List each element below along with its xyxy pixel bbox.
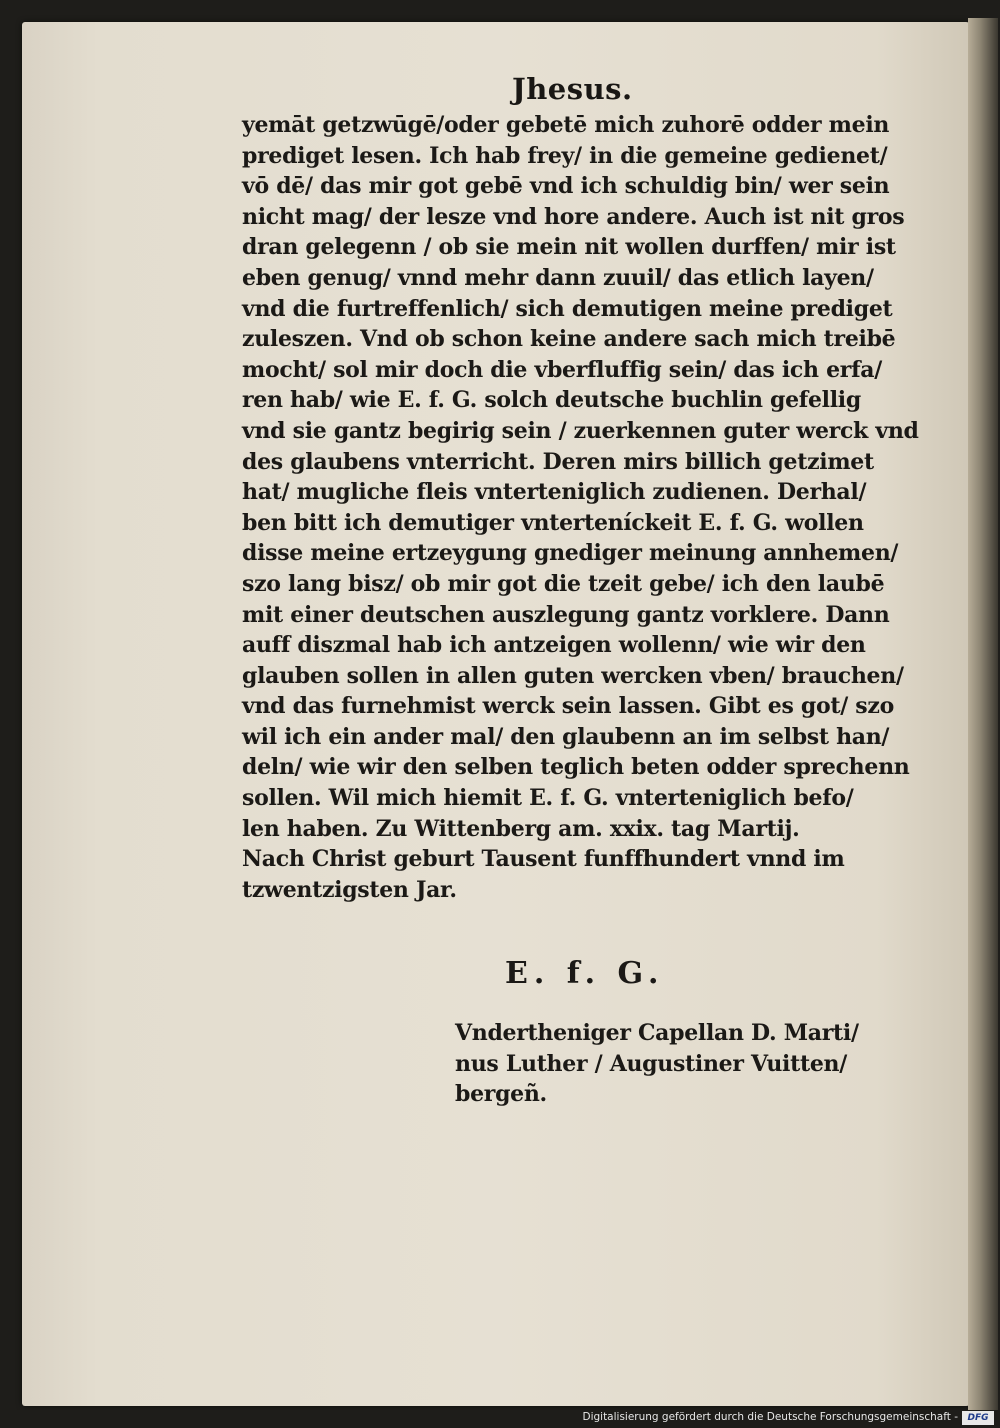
- text-line: szo lang bisz/ ob mir got die tzeit gebe/ ich den laubē: [242, 570, 885, 597]
- text-line: vnd das furnehmist werck sein lassen. Gibt es got/ szo: [242, 693, 894, 720]
- text-line: sollen. Wil mich hiemit E. f. G. vnterteniglich befo/: [242, 785, 854, 812]
- text-line: vō dē/ das mir got gebē vnd ich schuldig bin/ wer sein: [242, 173, 890, 200]
- closing-line: Vndertheniger Capellan D. Marti/: [455, 1020, 859, 1046]
- page-edge: [968, 18, 998, 1410]
- text-line: ren hab/ wie E. f. G. solch deutsche buchlin gefellig: [242, 387, 861, 414]
- closing-signature: [455, 1018, 935, 1110]
- page-header: Jhesus.: [512, 72, 633, 106]
- closing-line: nus Luther / Augustiner Vuitten/: [455, 1050, 847, 1077]
- closing-line: bergeñ.: [455, 1081, 547, 1108]
- body-text: [242, 110, 932, 905]
- text-line: hat/ mugliche fleis vnterteniglich zudienen. Derhal/: [242, 479, 867, 506]
- text-line: deln/ wie wir den selben teglich beten odder sprechenn: [242, 754, 910, 781]
- text-line: wil ich ein ander mal/ den glaubenn an im selbst han/: [242, 723, 890, 750]
- text-line: auff diszmal hab ich antzeigen wollenn/ wie wir den: [242, 632, 866, 659]
- text-line: prediget lesen. Ich hab frey/ in die gemeine gedienet/: [242, 142, 888, 169]
- text-line: zuleszen. Vnd ob schon keine andere sach mich treibē: [242, 326, 896, 353]
- funding-credit: Digitalisierung gefördert durch die Deutsche Forschungsgemeinschaft -: [582, 1411, 958, 1423]
- text-line: des glaubens vnterricht. Deren mirs billich getzimet: [242, 448, 874, 475]
- text-line: eben genug/ vnnd mehr dann zuuil/ das etlich layen/: [242, 264, 874, 291]
- text-line: glauben sollen in allen guten wercken vben/ brauchen/: [242, 662, 904, 689]
- text-line: mit einer deutschen auszlegung gantz vorklere. Dann: [242, 601, 890, 628]
- signature-initials: E. f. G.: [505, 956, 665, 991]
- text-line: ben bitt ich demutiger vnterteníckeit E. f. G. wollen: [242, 509, 864, 536]
- text-line: yemāt getzwūgē/oder gebetē mich zuhorē odder mein: [242, 112, 890, 138]
- text-line: Nach Christ geburt Tausent funffhundert vnnd im: [242, 846, 845, 873]
- dfg-logo: DFG: [962, 1411, 994, 1425]
- text-line: mocht/ sol mir doch die vberfluffig sein/ das ich erfa/: [242, 356, 882, 383]
- text-line: dran gelegenn / ob sie mein nit wollen durffen/ mir ist: [242, 234, 896, 261]
- text-line: tzwentzigsten Jar.: [242, 876, 457, 903]
- text-line: vnd die furtreffenlich/ sich demutigen meine prediget: [242, 295, 893, 322]
- text-line: vnd sie gantz begirig sein / zuerkennen guter werck vnd: [242, 417, 919, 444]
- text-line: len haben. Zu Wittenberg am. xxix. tag Martij.: [242, 815, 800, 842]
- text-line: nicht mag/ der lesze vnd hore andere. Auch ist nit gros: [242, 203, 905, 230]
- text-line: disse meine ertzeygung gnediger meinung annhemen/: [242, 540, 899, 567]
